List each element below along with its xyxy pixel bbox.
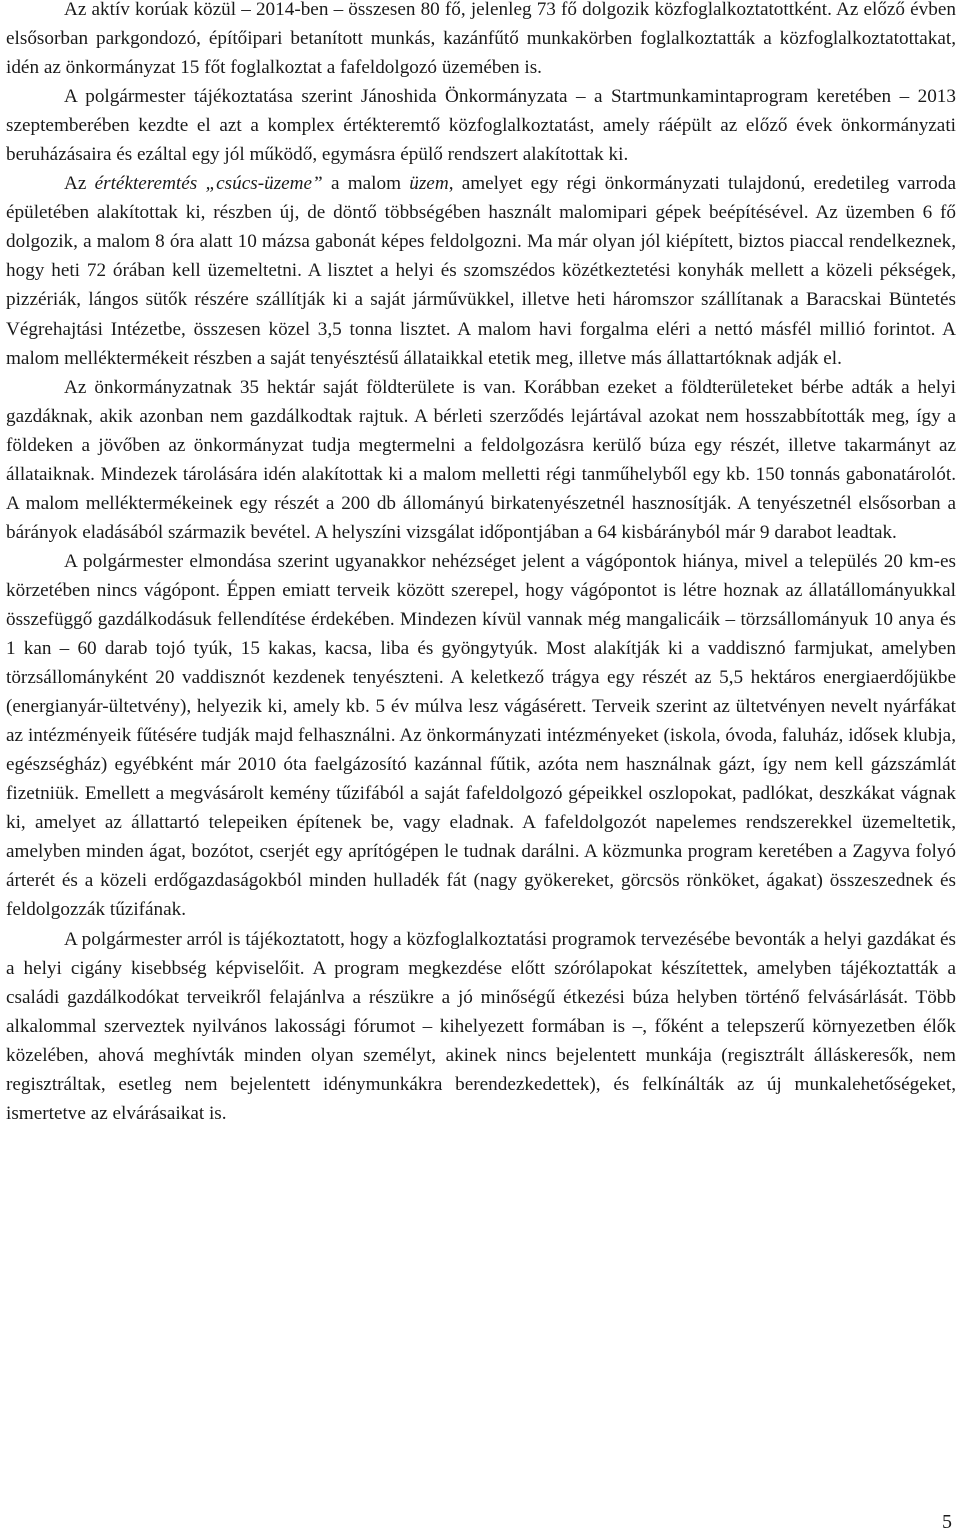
paragraph-3-before: Az — [64, 173, 95, 195]
paragraph-1 — [6, 0, 956, 82]
paragraph-5 — [6, 547, 956, 925]
paragraph-4 — [6, 373, 956, 547]
paragraph-6 — [6, 925, 956, 1128]
paragraph-3-italic-word: üzem — [409, 173, 449, 195]
paragraph-2 — [6, 82, 956, 169]
paragraph-2-text: A polgármester tájékoztatása szerint Jánoshida Önkormányzata – a Startmunkamintaprogram keretében – 2013 szeptemberében kezdte el azt a komplex értékteremtő közfoglalkoztatást, amely ráépült az előző évek önkormányzati beruházásaira és ezáltal egy jól működő, egymásra épülő rendszert alakítottak ki. — [6, 86, 956, 166]
page-number: 5 — [942, 1511, 952, 1533]
paragraph-4-text: Az önkormányzatnak 35 hektár saját földterülete is van. Korábban ezeket a földterületeket bérbe adták a helyi gazdáknak, akik azonban nem gazdálkodtak rajtuk. A bérleti szerződés lejártával azokat nem hosszabbították meg, így a földeken a jövőben az önkormányzat tudja megtermelni a feldolgozásra kerülő búza egy részét, illetve takarmányt az állataiknak. Mindezek tárolására idén alakítottak ki a malom melletti régi tanműhelyből egy kb. 150 tonnás gabonatárolót. A malom melléktermékeinek egy részét a 200 db állományú birkatenyészetnél hasznosítják. A tenyészetnél elsősorban a bárányok eladásából származik bevétel. A helyszíni vizsgálat időpontjában a 64 kisbárányból már 9 darabot leadtak. — [6, 376, 956, 543]
paragraph-1-text: Az aktív korúak közül – 2014-ben – összesen 80 fő, jelenleg 73 fő dolgozik közfoglalkoztatottként. Az előző évben elsősorban parkgondozó, építőipari betanított munkás, kazánfűtő munkakörben foglalkoztatták a közfoglalkoztatottakat, idén az önkormányzat 15 főt foglalkoztat a fafeldolgozó üzemében is. — [6, 0, 956, 79]
paragraph-5-text: A polgármester elmondása szerint ugyanakkor nehézséget jelent a vágópontok hiánya, mivel a település 20 km-es körzetében nincs vágópont. Éppen emiatt terveik között szerepel, hogy vágópontot is létre hoznak az állatállományukkal összefüggő gazdálkodásuk fellendítése érdekében. Mindezen kívül vannak még mangalicáik – törzsállományuk 10 anya és 1 kan – 60 darab tojó tyúk, 15 kakas, kacsa, liba és gyöngytyúk. Most alakítják ki a vaddisznó farmjukat, amelyben törzsállományként 20 vaddisznót kezdenek tenyészteni. A keletkező trágya egy részét az 5,5 hektáros energiaerdőjükbe (energianyár-ültetvény), helyezik ki, amely kb. 5 év múlva lesz vágásérett. Terveik szerint az ültetvényen nevelt nyárfákat az intézményeik fűtésére tudják majd felhasználni. Az önkormányzati intézményeket (iskola, óvoda, faluház, idősek klubja, egészségház) egyébként már 2010 óta faelgázosító kazánnal fűtik, azóta nem használnak gázt, így nem kell gázszámlát fizetniük. Emellett a megvásárolt kemény tűzifából a saját fafeldolgozó gépeikkel oszlopokat, padlókat, deszkákat vágnak ki, amelyet az állattartó telepeiken építenek be, vagy eladnak. A fafeldolgozót napelemes rendszerekkel üzemeltetik, amelyben minden ágat, bozótot, cserjét egy aprítógépen le tudnak darálni. A közmunka program keretében a Zagyva folyó árterét és a közeli erdőgazdaságokból minden hulladék fát (nagy gyökereket, görcsös rönköket, ágakat) összeszednek és feldolgozzák tűzifának. — [6, 550, 956, 921]
paragraph-3-middle: a malom — [322, 173, 410, 195]
paragraph-3-after: , amelyet egy régi önkormányzati tulajdonú, eredetileg varroda épületében alakítottak ki, részben új, de döntő többségében használt malomipari gépek beépítésével. Az üzemben 6 fő dolgozik, a malom 8 óra alatt 10 mázsa gabonát képes feldolgozni. Ma már olyan jól kiépített, biztos piaccal rendelkeznek, hogy heti 72 órában kell üzemeltetni. A lisztet a helyi és szomszédos közétkeztetési konyhák mellett a közeli pékségek, pizzériák, lángos sütők részére szállítják ki a saját járművükkel, illetve heti háromszor szállítanak a Baracskai Büntetés Végrehajtási Intézetbe, összesen közel 3,5 tonna lisztet. A malom havi forgalma eléri a nettó másfél millió forintot. A malom melléktermékeit részben a saját tenyésztésű állataikkal etetik meg, illetve más állattartóknak adják el. — [6, 173, 956, 369]
paragraph-3-italic-phrase: értékteremtés „csúcs-üzeme” — [94, 173, 323, 195]
document-page — [6, 0, 956, 1128]
paragraph-3 — [6, 169, 956, 372]
paragraph-6-text: A polgármester arról is tájékoztatott, hogy a közfoglalkoztatási programok tervezésébe bevonták a helyi gazdákat és a helyi cigány kisebbség képviselőit. A program megkezdése előtt szórólapokat készítettek, amelyben tájékoztatták a családi gazdálkodókat terveikről felajánlva a részükre a jó minőségű étkezési búza helyben történő felvásárlását. Több alkalommal szerveztek nyilvános lakossági fórumot – kihelyezett formában is –, főként a telepszerű környezetben élők közelében, ahová meghívták minden olyan személyt, akinek nincs bejelentett munkája (regisztrált álláskeresők, nem regisztráltak, esetleg nem bejelentett idénymunkákra berendezkedettek), és felkínálták az új munkalehetőségeket, ismertetve az elvárásaikat is. — [6, 928, 956, 1124]
